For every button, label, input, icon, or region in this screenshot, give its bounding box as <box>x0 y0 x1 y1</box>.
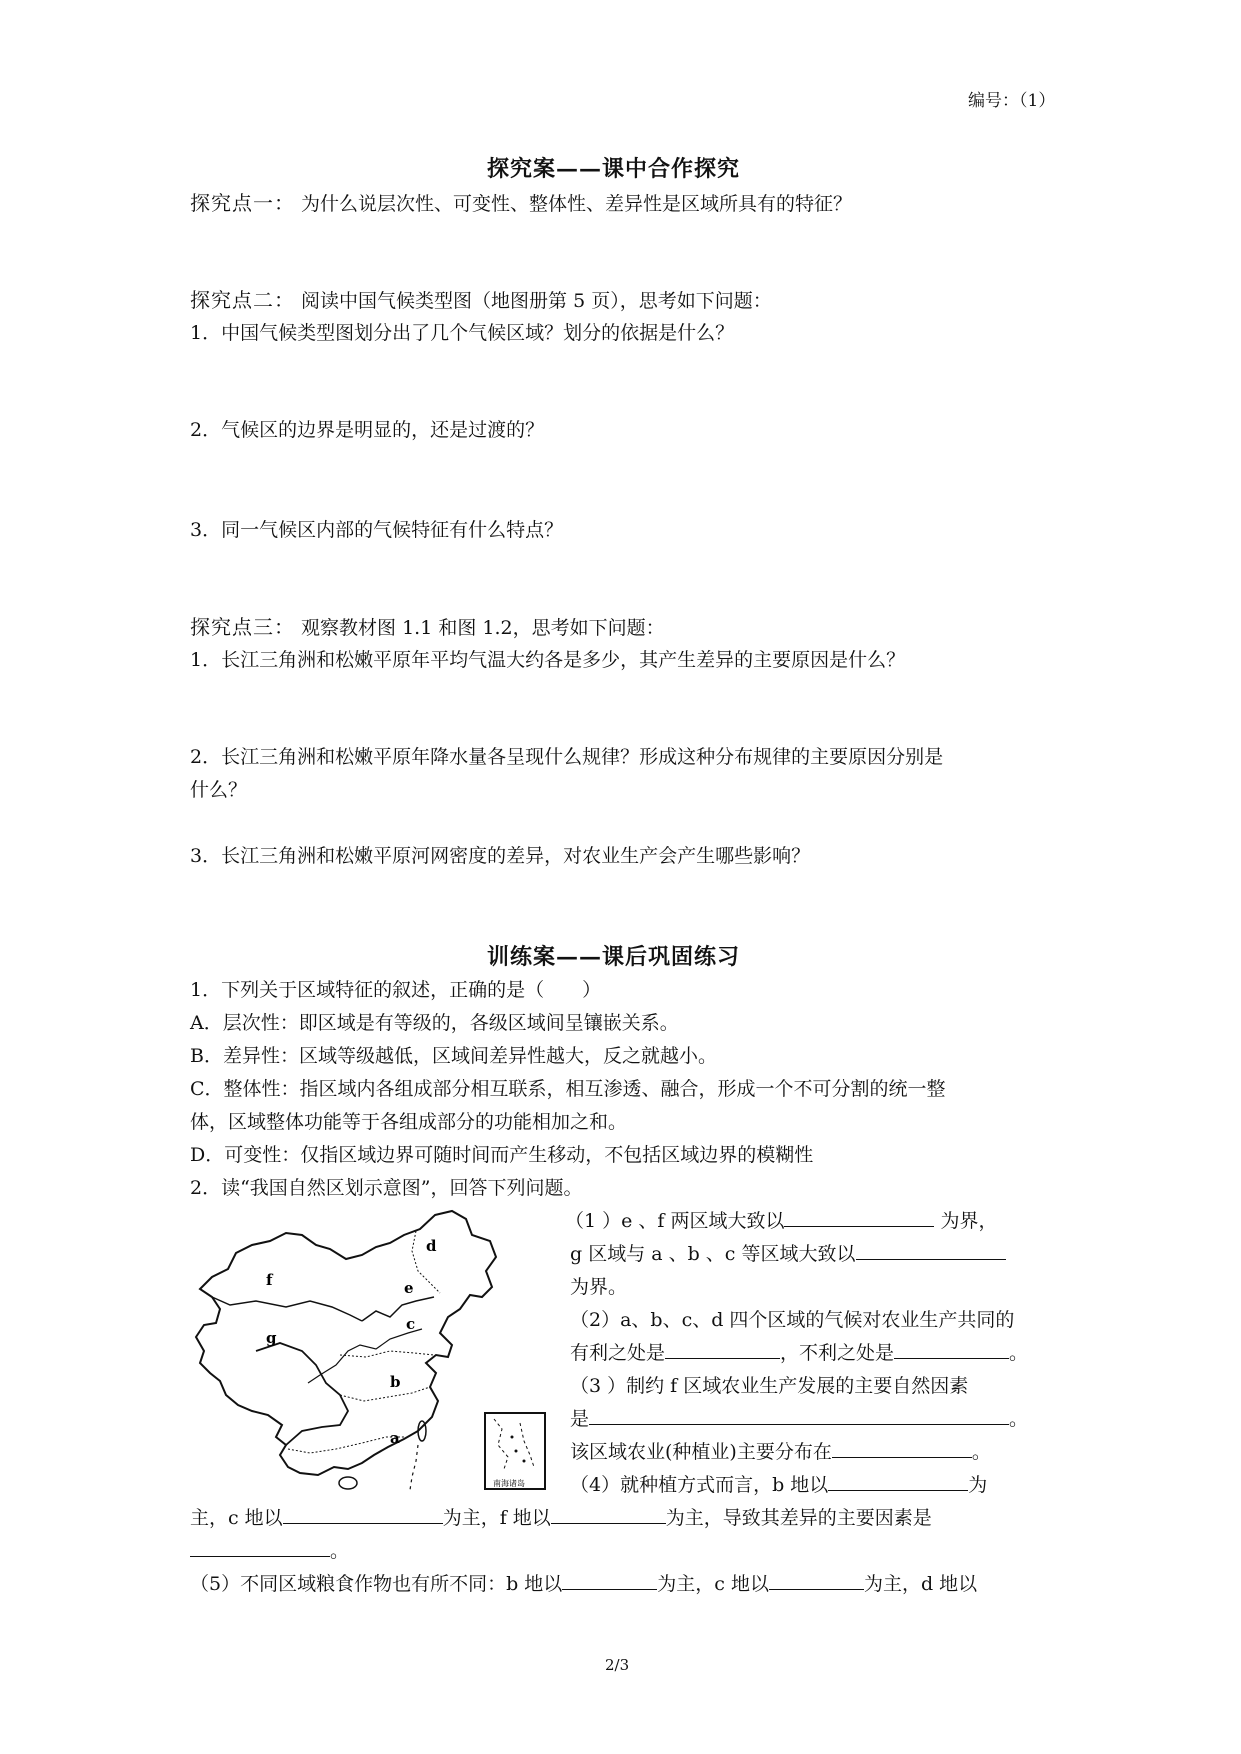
answer-blank[interactable] <box>190 1538 330 1557</box>
q2-sub-3-line-2 <box>570 1406 1028 1432</box>
q2-sub-5-line-1 <box>190 1571 977 1597</box>
section-title-explore: 探究案——课中合作探究 <box>487 156 741 182</box>
q2-sub-4-line-3 <box>190 1538 349 1564</box>
china-natural-region-map <box>190 1205 550 1490</box>
boundary-east-west <box>212 1297 362 1321</box>
q2-sub-2-text-d: 。 <box>1009 1342 1029 1364</box>
region-label-b: b <box>390 1373 401 1391</box>
yellow-river <box>308 1329 422 1383</box>
q2-sub-5-text-a: （5）不同区域粮食作物也有所不同：b 地以 <box>190 1573 563 1595</box>
south-china-sea-inset <box>485 1413 545 1489</box>
q2-sub-3-line-3 <box>570 1439 991 1465</box>
region-label-c: c <box>406 1315 416 1333</box>
answer-blank[interactable] <box>562 1571 657 1590</box>
practice-question-2: 2．读“我国自然区划示意图”，回答下列问题。 <box>190 1177 583 1199</box>
q2-sub-5-text-b: 为主，c 地以 <box>657 1573 769 1595</box>
q2-sub-3-text-e: 。 <box>971 1441 991 1463</box>
q2-sub-4-text-f: 。 <box>330 1540 350 1562</box>
explore-3-question-2b: 什么？ <box>190 779 248 801</box>
answer-blank[interactable] <box>283 1505 443 1524</box>
option-a: A．层次性：即区域是有等级的，各级区域间呈镶嵌关系。 <box>190 1012 679 1034</box>
explore-point-1-text: 为什么说层次性、可变性、整体性、差异性是区域所具有的特征？ <box>301 193 853 215</box>
q2-sub-4-text-e: 为主，导致其差异的主要因素是 <box>665 1507 932 1529</box>
explore-point-1 <box>190 190 852 217</box>
region-label-f: f <box>266 1271 273 1289</box>
explore-point-2-text: 阅读中国气候类型图（地图册第 5 页），思考如下问题： <box>301 290 772 312</box>
q2-sub-1-line-2 <box>570 1241 1006 1267</box>
q2-sub-1-line-3: 为界。 <box>570 1276 628 1298</box>
q2-sub-3-text-b: 是 <box>570 1408 590 1430</box>
section-title-practice: 训练案——课后巩固练习 <box>487 944 741 970</box>
explore-3-question-2a: 2．长江三角洲和松嫩平原年降水量各呈现什么规律？形成这种分布规律的主要原因分别是 <box>190 746 944 768</box>
region-label-e: e <box>404 1279 414 1297</box>
boundary-south <box>288 1437 404 1453</box>
explore-point-3-label: 探究点三： <box>190 615 295 639</box>
doc-number: 编号：（1） <box>968 91 1056 111</box>
q2-sub-3-text-d: 该区域农业(种植业)主要分布在 <box>570 1441 832 1463</box>
region-label-a: a <box>390 1429 400 1447</box>
q2-sub-4-text-b: 为 <box>968 1474 988 1496</box>
answer-blank[interactable] <box>784 1208 934 1227</box>
explore-point-3 <box>190 614 665 641</box>
explore-2-question-1: 1．中国气候类型图划分出了几个气候区域？划分的依据是什么？ <box>190 322 735 344</box>
q2-sub-2-text-b: 有利之处是 <box>570 1342 666 1364</box>
hainan-island <box>339 1477 357 1489</box>
answer-blank[interactable] <box>828 1472 968 1491</box>
option-c-line-1: C．整体性：指区域内各组成部分相互联系，相互渗透、融合，形成一个不可分割的统一整 <box>190 1078 946 1100</box>
answer-blank[interactable] <box>856 1241 1006 1260</box>
boundary-central <box>340 1351 434 1401</box>
page-number: 2/3 <box>605 1656 630 1674</box>
explore-2-question-3: 3．同一气候区内部的气候特征有什么特点？ <box>190 519 564 541</box>
explore-3-question-3: 3．长江三角洲和松嫩平原河网密度的差异，对农业生产会产生哪些影响？ <box>190 845 811 867</box>
answer-blank[interactable] <box>589 1406 1009 1425</box>
q2-sub-2-line-1: （2）a、b、c、d 四个区域的气候对农业生产共同的 <box>570 1309 1015 1331</box>
q2-sub-3-line-1: （3 ）制约 f 区域农业生产发展的主要自然因素 <box>570 1375 969 1397</box>
option-c-line-2: 体，区域整体功能等于各组成部分的功能相加之和。 <box>190 1111 628 1133</box>
q2-sub-1-text-a: （1 ）e 、f 两区域大致以 <box>565 1210 785 1232</box>
q2-sub-3-text-c: 。 <box>1009 1408 1029 1430</box>
explore-point-3-text: 观察教材图 1.1 和图 1.2，思考如下问题： <box>301 617 665 639</box>
explore-point-2-label: 探究点二： <box>190 288 295 312</box>
answer-blank[interactable] <box>551 1505 666 1524</box>
q2-sub-1-text-b: 为界， <box>934 1210 998 1232</box>
q2-sub-1-line-1 <box>565 1208 998 1234</box>
q2-sub-4-text-a: （4）就种植方式而言，b 地以 <box>570 1474 829 1496</box>
q2-sub-4-line-1 <box>570 1472 987 1498</box>
explore-point-2 <box>190 287 772 314</box>
boundary-plateau <box>256 1343 348 1445</box>
explore-3-question-1: 1．长江三角洲和松嫩平原年平均气温大约各是多少，其产生差异的主要原因是什么？ <box>190 649 906 671</box>
q2-sub-4-line-2 <box>190 1505 932 1531</box>
q2-sub-5-text-c: 为主，d 地以 <box>863 1573 978 1595</box>
q2-sub-1-text-c: g 区域与 a 、b 、c 等区域大致以 <box>570 1243 856 1265</box>
region-label-d: d <box>426 1237 437 1255</box>
boundary-north <box>362 1297 434 1321</box>
q2-sub-2-line-2 <box>570 1340 1028 1366</box>
answer-blank[interactable] <box>769 1571 864 1590</box>
inset-label: 南海诸岛 <box>493 1479 525 1488</box>
q2-sub-4-text-c: 主，c 地以 <box>190 1507 283 1529</box>
answer-blank[interactable] <box>832 1439 972 1458</box>
region-label-g: g <box>266 1329 277 1347</box>
option-d: D．可变性：仅指区域边界可随时间而产生移动，不包括区域边界的模糊性 <box>190 1144 814 1166</box>
q2-sub-2-text-c: ，不利之处是 <box>780 1342 895 1364</box>
china-outline <box>196 1211 496 1475</box>
q2-sub-4-text-d: 为主，f 地以 <box>442 1507 551 1529</box>
answer-blank[interactable] <box>894 1340 1009 1359</box>
explore-2-question-2: 2．气候区的边界是明显的，还是过渡的？ <box>190 419 545 441</box>
option-b: B．差异性：区域等级越低，区域间差异性越大，反之就越小。 <box>190 1045 717 1067</box>
south-sea-dashes <box>410 1445 418 1490</box>
practice-question-1: 1．下列关于区域特征的叙述，正确的是（ ） <box>190 979 602 1001</box>
answer-blank[interactable] <box>665 1340 780 1359</box>
explore-point-1-label: 探究点一： <box>190 191 295 215</box>
